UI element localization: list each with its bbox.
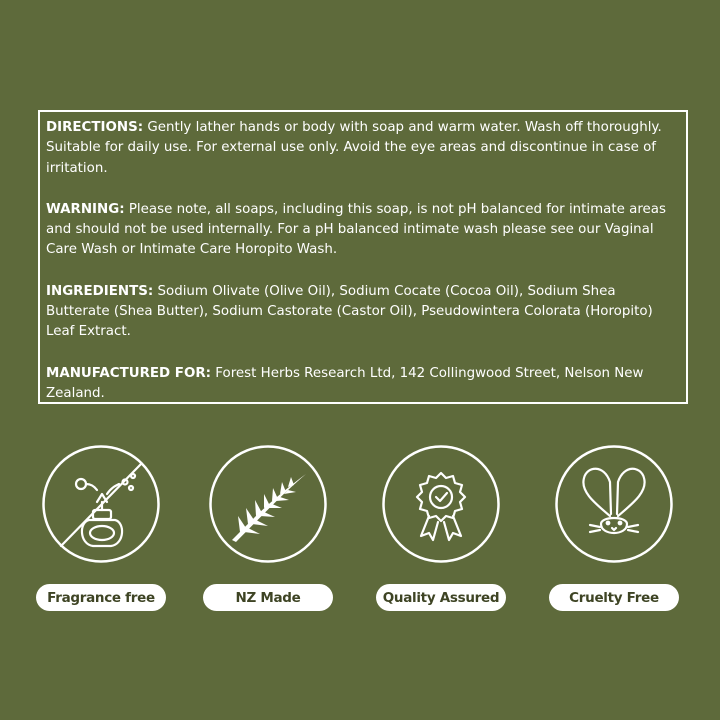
warning-label: WARNING: (46, 201, 125, 217)
quality-assured-label: Quality Assured (376, 584, 506, 611)
badge-nz-made (203, 444, 333, 612)
badge-quality-assured (376, 444, 506, 612)
silver-fern-icon (208, 444, 328, 564)
award-rosette-check-icon (381, 444, 501, 564)
warning-text: Please note, all soaps, including this soap, is not pH balanced for intimate areas and should not be used internally. For a pH balanced intimate wash please see our Vaginal Care Wash or Intimate Care Horopito Wash. (46, 201, 666, 258)
crossed-perfume-bottle-icon (41, 444, 161, 564)
cruelty-free-label: Cruelty Free (549, 584, 679, 611)
badge-cruelty-free (549, 444, 679, 612)
fragrance-free-label: Fragrance free (36, 584, 166, 611)
manufactured-text: Forest Herbs Research Ltd, 142 Collingwood Street, Nelson New Zealand. (46, 365, 644, 401)
ingredients-label: INGREDIENTS: (46, 283, 154, 299)
manufactured-paragraph (46, 364, 674, 405)
badge-fragrance-free (36, 444, 166, 612)
ingredients-paragraph (46, 282, 674, 343)
directions-text: Gently lather hands or body with soap and warm water. Wash off thoroughly. Suitable for daily use. For external use only. Avoid the eye areas and discontinue in case of irritation. (46, 120, 662, 176)
manufactured-label: MANUFACTURED FOR: (46, 365, 212, 381)
nz-made-label: NZ Made (203, 584, 333, 611)
directions-label: DIRECTIONS: (46, 120, 144, 135)
warning-paragraph (46, 200, 674, 261)
ingredients-text: Sodium Olivate (Olive Oil), Sodium Cocate (Cocoa Oil), Sodium Shea Butterate (Shea Butter), Sodium Castorate (Castor Oil), Pseudowintera Colorata (Horopito) Leaf Extract. (46, 283, 653, 340)
directions-paragraph (46, 118, 674, 179)
product-info-box (38, 110, 688, 404)
heart-bunny-icon (554, 444, 674, 564)
